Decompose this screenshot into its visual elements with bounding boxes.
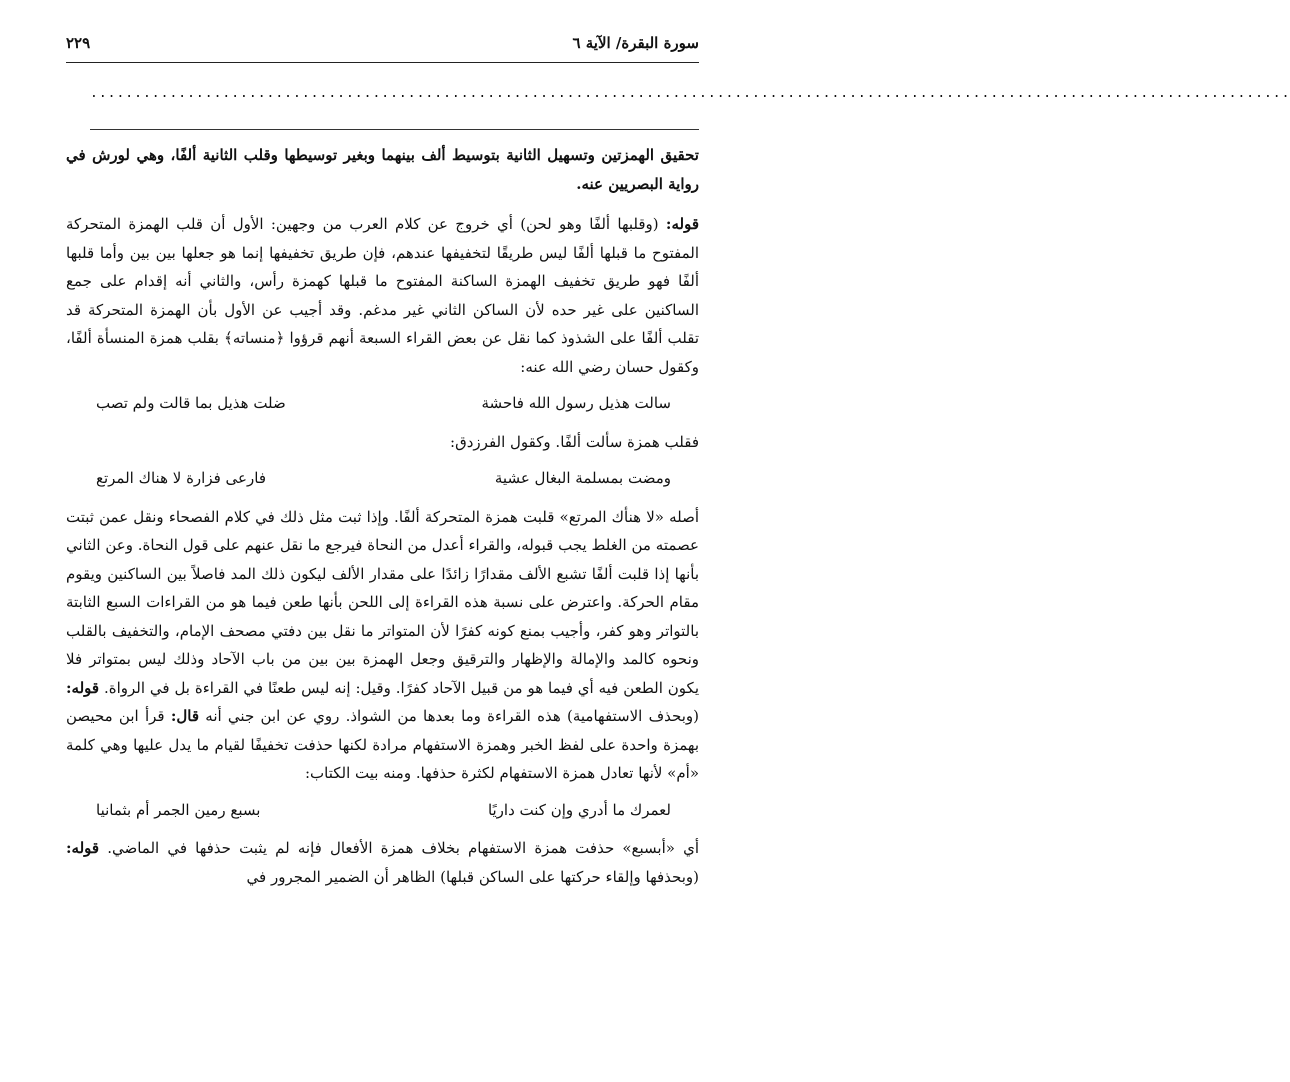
separator-line (90, 129, 699, 130)
paragraph-5-text-b: (وبحذفها وإلقاء حركتها على الساكن قبلها) الظاهر أن الضمير المجرور في (246, 867, 699, 886)
verse-1 (66, 389, 699, 418)
paragraph-4-text-a: أصله «لا هنأك المرتع» قلبت همزة المتحركة ألفًا. وإذا ثبت مثل ذلك في كلام الفصحاء ونقل عمن ثبتت عصمته من الغلط يجب قبوله، والقراء أعدل من النحاة فيرجع ما نقل عنهم على قول النحاة. وعن الثاني بأنها إذا قلبت ألفًا تشبع الألف مقدارًا زائدًا على مقدار الألف ليكون ذلك المد فاصلاً بين الساكنين ويقوم مقام الحركة. واعترض على نسبة هذه القراءة إلى اللحن بأنها طعن فيما هو من القراءات السبع الثابتة بالتواتر وهو كفر، وأجيب بمنع كونه كفرًا لأن المتواتر ما نقل بين دفتي مصحف الإمام، والتخفيف بالقلب ونحوه كالمد والإمالة والإظهار والترقيق وجعل الهمزة بين بين من باب الآحاد وذلك ليس بمتواتر فلا يكون الطعن فيه أي فيما هو من قبيل الآحاد كفرًا. وقيل: إنه ليس طعنًا في القراءة بل في الرواة. (66, 507, 699, 697)
paragraph-5 (66, 834, 699, 891)
page-header (66, 28, 699, 63)
verse-3-first-hemistich: لعمرك ما أدري وإن كنت داريًا (487, 800, 671, 819)
body-text (66, 141, 699, 891)
verse-1-first-hemistich: سالت هذيل رسول الله فاحشة (481, 394, 671, 412)
footnote-dots: ........................................................................................................................................ (90, 86, 1290, 101)
paragraph-5-text-a: أي «أبسبع» حذفت همزة الاستفهام بخلاف همزة الأفعال فإنه لم يثبت حذفها في الماضي. (107, 839, 699, 857)
verse-2 (66, 464, 699, 493)
verse-2-first-hemistich: ومضت بمسلمة البغال عشية (494, 469, 671, 487)
paragraph-4 (66, 503, 699, 788)
paragraph-1: تحقيق الهمزتين وتسهيل الثانية بتوسيط ألف بينهما وبغير توسيطها وقلب الثانية ألفًا، وهي لورش في رواية البصريين عنه. (66, 146, 699, 193)
verse-3 (66, 796, 699, 825)
verse-2-second-hemistich: فارعى فزارة لا هناك المرتع (96, 469, 266, 487)
paragraph-2-text: (وقلبها ألفًا وهو لحن) أي خروج عن كلام العرب من وجهين: الأول أن قلب الهمزة المتحركة المفتوح ما قبلها ألفًا ليس طريقًا لتخفيفها عندهم، فإن طريق تخفيفها إنما هو جعلها بين بين وأما قلبها ألفًا فهو طريق تخفيف الهمزة الساكنة المفتوح ما قبلها كهمزة رأس، والثاني أنه إقدام على جمع الساكنين على غير حده لأن الساكن الثاني غير مدغم. وقد أجيب عن الأول بأن الهمزة المتحركة قد تقلب ألفًا على الشذوذ كما نقل عن بعض القراء السبعة أنهم قرؤوا ﴿منساته﴾ بقلب همزة المنسأة ألفًا، وكقول حسان رضي الله عنه: (66, 215, 699, 376)
paragraph-4-text-b: (وبحذف الاستفهامية) هذه القراءة وما بعدها من الشواذ. روي عن ابن جني أنه (205, 707, 699, 725)
page-number: ٢٢٩ (66, 34, 91, 52)
paragraph-4-text-c: قرأ ابن محيصن بهمزة واحدة على لفظ الخبر وهمزة الاستفهام مرادة لكنها حذفت تخفيفًا لقيام ما يدل عليها وهي كلمة «أم» لأنها تعادل همزة الاستفهام لكثرة حذفها. ومنه بيت الكتاب: (66, 707, 699, 782)
qawluhu-label: قوله: (665, 215, 699, 233)
header-title: سورة البقرة/ الآية ٦ (572, 34, 699, 52)
verse-3-second-hemistich: بسبع رمين الجمر أم بثمانيا (96, 800, 261, 819)
qala-label: قال: (170, 707, 200, 725)
paragraph-2 (66, 210, 699, 381)
qawluhu-label-2: قوله: (66, 678, 100, 697)
paragraph-3: فقلب همزة سألت ألفًا. وكقول الفرزدق: (450, 432, 699, 451)
verse-1-second-hemistich: ضلت هذيل بما قالت ولم تصب (96, 394, 286, 412)
qawluhu-label-3: قوله: (66, 839, 100, 857)
